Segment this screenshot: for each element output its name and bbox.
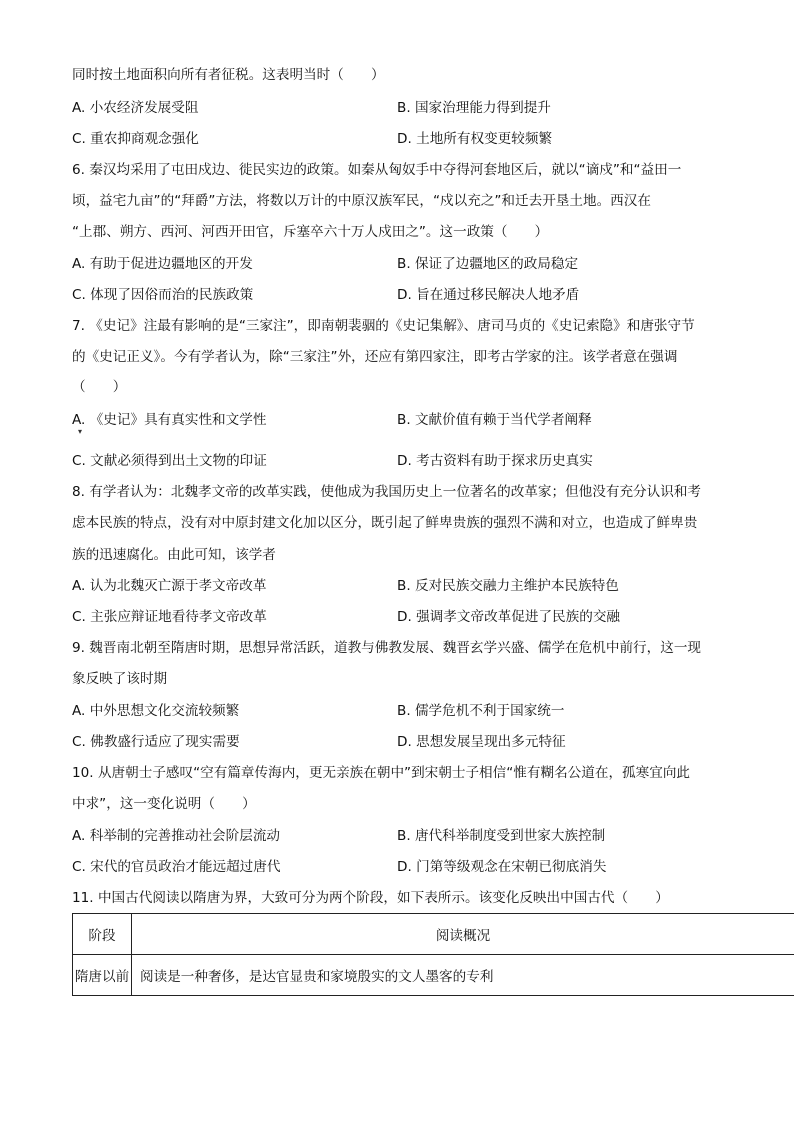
- q11-stem-line-1: 11. 中国古代阅读以隋唐为界，大致可分为两个阶段，如下表所示。该变化反映出中国古代（ ）: [72, 890, 669, 906]
- table-cell-stage: 隋唐以前: [73, 955, 132, 996]
- q6-option-c: C. 体现了因俗而治的民族政策: [72, 287, 254, 303]
- q10-option-a: A. 科举制的完善推动社会阶层流动: [72, 828, 281, 844]
- q6-stem-line-1: 6. 秦汉均采用了屯田戍边、徙民实边的政策。如秦从匈奴手中夺得河套地区后，就以“谪戍”和“益田一: [72, 162, 682, 178]
- q5-option-b: B. 国家治理能力得到提升: [397, 100, 551, 116]
- q5-stem-continued: 同时按土地面积向所有者征税。这表明当时（ ）: [72, 67, 385, 83]
- q5-option-c: C. 重农抑商观念强化: [72, 131, 199, 147]
- table-header-row: [73, 914, 794, 955]
- q6-stem-line-2: 顷，益宅九亩”的“拜爵”方法，将数以万计的中原汉族军民，“戍以充之”和迁去开垦土地。西汉在: [72, 193, 651, 209]
- q10-stem-line-2: 中求”，这一变化说明（ ）: [72, 796, 256, 812]
- q10-option-c: C. 宋代的官员政治才能远超过唐代: [72, 859, 281, 875]
- stray-mark: ▾: [78, 427, 83, 436]
- q5-option-d: D. 土地所有权变更较频繁: [397, 131, 553, 147]
- q6-option-b: B. 保证了边疆地区的政局稳定: [397, 256, 579, 272]
- q7-option-d: D. 考古资料有助于探求历史真实: [397, 453, 593, 469]
- q6-option-d: D. 旨在通过移民解决人地矛盾: [397, 287, 580, 303]
- q7-stem-line-1: 7. 《史记》注最有影响的是“三家注”，即南朝裴骃的《史记集解》、唐司马贞的《史记索隐》和唐张守节: [72, 318, 695, 334]
- q7-option-c: C. 文献必须得到出土文物的印证: [72, 453, 267, 469]
- q9-option-b: B. 儒学危机不利于国家统一: [397, 703, 565, 719]
- q8-stem-line-1: 8. 有学者认为：北魏孝文帝的改革实践，使他成为我国历史上一位著名的改革家；但他没有充分认识和考: [72, 484, 702, 500]
- q8-option-a: A. 认为北魏灭亡源于孝文帝改革: [72, 578, 267, 594]
- q7-option-b: B. 文献价值有赖于当代学者阐释: [397, 412, 592, 428]
- q10-option-b: B. 唐代科举制度受到世家大族控制: [397, 828, 606, 844]
- q10-option-d: D. 门第等级观念在宋朝已彻底消失: [397, 859, 607, 875]
- table-row: [73, 955, 794, 996]
- q6-stem-line-3: “上郡、朔方、西河、河西开田官，斥塞卒六十万人戍田之”。这一政策（ ）: [72, 224, 549, 240]
- q5-option-a: A. 小农经济发展受阻: [72, 100, 199, 116]
- q9-option-a: A. 中外思想文化交流较频繁: [72, 703, 240, 719]
- table-header-overview: 阅读概况: [132, 914, 794, 955]
- q9-option-d: D. 思想发展呈现出多元特征: [397, 734, 566, 750]
- q7-option-a: A. 《史记》具有真实性和文学性: [72, 412, 267, 428]
- table-header-stage: 阶段: [73, 914, 132, 955]
- q8-stem-line-2: 虑本民族的特点，没有对中原封建文化加以区分，既引起了鲜卑贵族的强烈不满和对立，也造成了鲜卑贵: [72, 515, 698, 531]
- q8-stem-line-3: 族的迅速腐化。由此可知，该学者: [72, 547, 276, 563]
- q8-option-d: D. 强调孝文帝改革促进了民族的交融: [397, 609, 621, 625]
- table-cell-overview: 阅读是一种奢侈，是达官显贵和家境殷实的文人墨客的专利: [132, 955, 794, 996]
- reading-table: [72, 913, 794, 996]
- q7-stem-line-3: （ ）: [72, 379, 127, 395]
- q8-option-c: C. 主张应辩证地看待孝文帝改革: [72, 609, 267, 625]
- q7-stem-line-2: 的《史记正义》。今有学者认为，除“三家注”外，还应有第四家注，即考古学家的注。该学者意在强调: [72, 349, 678, 365]
- q6-option-a: A. 有助于促进边疆地区的开发: [72, 256, 253, 272]
- q10-stem-line-1: 10. 从唐朝士子感叹“空有篇章传海内，更无亲族在朝中”到宋朝士子相信“惟有糊名公道在，孤寒宜向此: [72, 765, 691, 781]
- q9-stem-line-2: 象反映了该时期: [72, 671, 168, 687]
- q8-option-b: B. 反对民族交融力主维护本民族特色: [397, 578, 619, 594]
- q9-stem-line-1: 9. 魏晋南北朝至隋唐时期，思想异常活跃，道教与佛教发展、魏晋玄学兴盛、儒学在危机中前行，这一现: [72, 640, 702, 656]
- q9-option-c: C. 佛教盛行适应了现实需要: [72, 734, 240, 750]
